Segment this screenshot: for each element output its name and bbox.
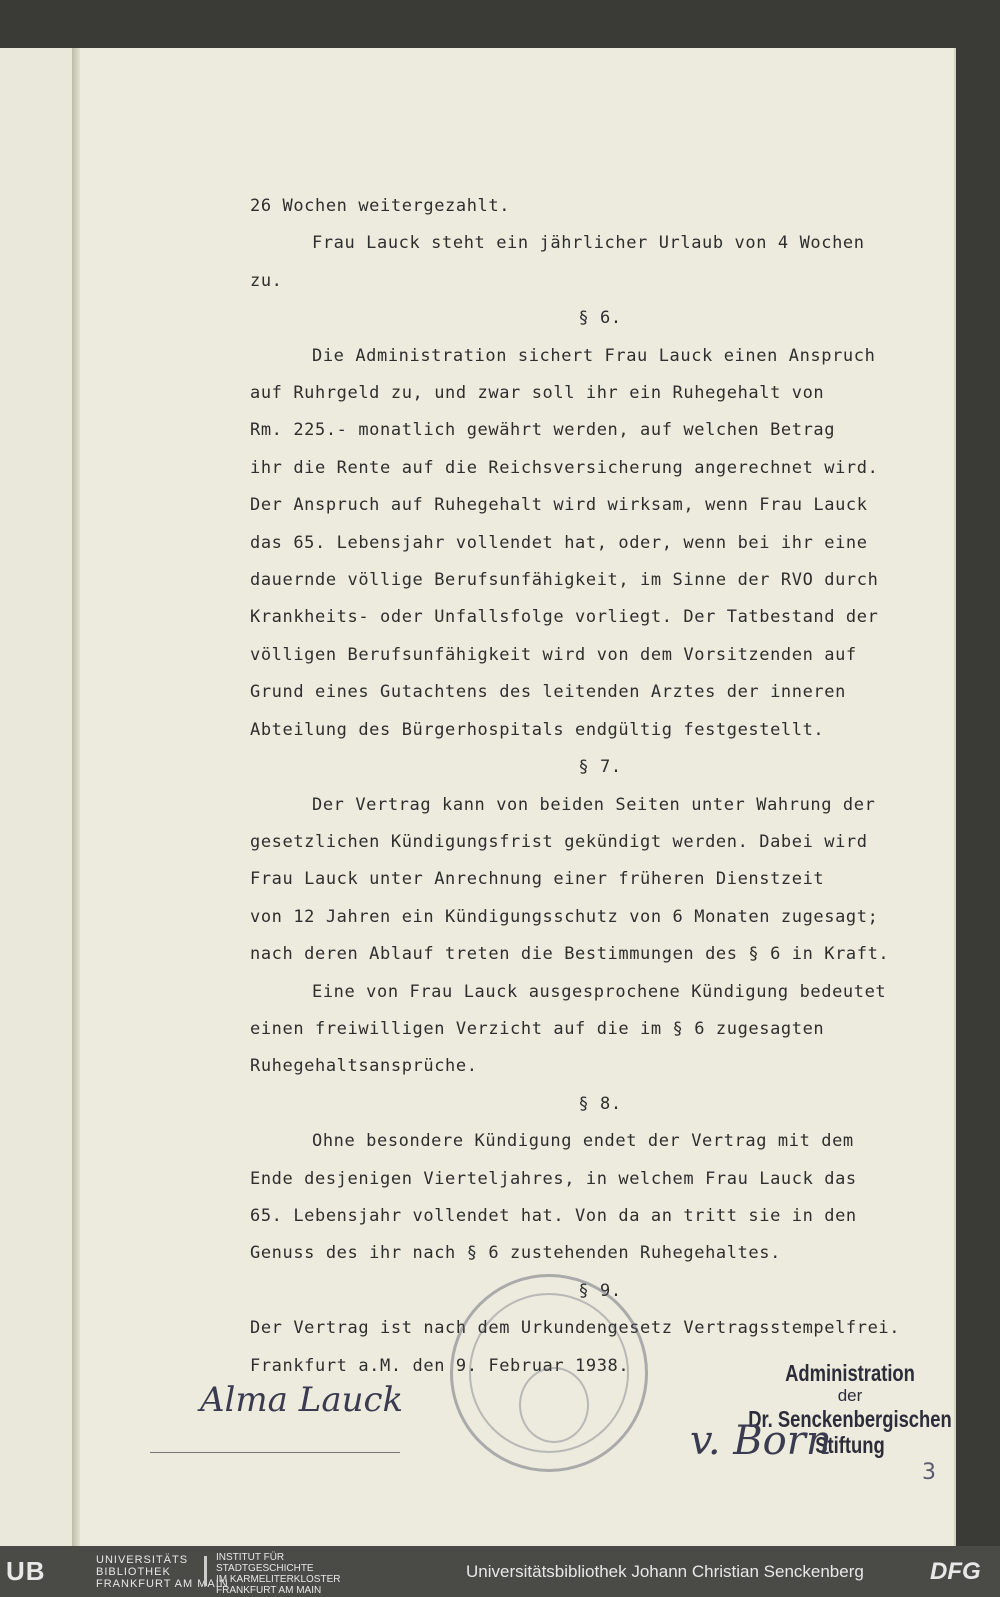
text-line: Frankfurt a.M. den 9. Februar 1938. — [250, 1355, 630, 1376]
text-line: 26 Wochen weitergezahlt. — [250, 196, 511, 216]
text-line: Eine von Frau Lauck ausgesprochene Kündigung bedeutet — [312, 981, 887, 1002]
text-line: Frau Lauck steht ein jährlicher Urlaub von 4 Wochen — [312, 233, 865, 254]
text-line: das 65. Lebensjahr vollendet hat, oder, wenn bei ihr eine — [250, 532, 868, 553]
seal-eagle-emblem — [519, 1367, 589, 1443]
ub-name-line-1: UNIVERSITÄTS — [96, 1554, 189, 1566]
text-line: Genuss des ihr nach § 6 zustehenden Ruhegehaltes. — [250, 1243, 781, 1264]
signature-administrator: v. Born — [690, 1418, 832, 1464]
text-line: Rm. 225.- monatlich gewährt werden, auf welchen Betrag — [250, 420, 836, 441]
section-heading: § 8. — [578, 1093, 622, 1114]
ub-name-line-3: FRANKFURT AM MAIN — [96, 1578, 229, 1590]
text-line: Abteilung des Bürgerhospitals endgültig festgestellt. — [250, 719, 825, 740]
institute-name[interactable] — [216, 1552, 340, 1596]
signature-alma-lauck: Alma Lauck — [200, 1380, 404, 1420]
text-line: Ende desjenigen Vierteljahres, in welchem Frau Lauck das — [250, 1168, 857, 1189]
book-gutter — [72, 48, 80, 1546]
text-line: Frau Lauck unter Anrechnung einer früheren Dienstzeit — [250, 869, 825, 890]
text-line: Der Vertrag kann von beiden Seiten unter Wahrung der — [312, 794, 876, 815]
text-line: dauernde völlige Berufsunfähigkeit, im Sinne der RVO durch — [250, 570, 879, 591]
text-line: Der Anspruch auf Ruhegehalt wird wirksam, wenn Frau Lauck — [250, 495, 868, 516]
text-line: 65. Lebensjahr vollendet hat. Von da an tritt sie in den — [250, 1205, 857, 1226]
text-line: Ohne besondere Kündigung endet der Vertrag mit dem — [312, 1131, 854, 1152]
text-line: zu. — [250, 270, 283, 291]
text-line: gesetzlichen Kündigungsfrist gekündigt werden. Dabei wird — [250, 831, 868, 852]
document-page — [80, 48, 954, 1546]
page-number: 3 — [922, 1460, 936, 1485]
section-heading: § 6. — [578, 308, 622, 329]
ub-name-line-2: BIBLIOTHEK — [96, 1566, 171, 1578]
text-line: von 12 Jahren ein Kündigungsschutz von 6 Monaten zugesagt; — [250, 906, 879, 927]
stamp-line-3: Dr. Senckenbergischen Stiftung — [748, 1405, 952, 1459]
institute-line-2: STADTGESCHICHTE — [216, 1563, 314, 1574]
library-name: Universitätsbibliothek Johann Christian Senckenberg — [466, 1562, 864, 1581]
foundation-seal — [450, 1274, 648, 1472]
text-line: nach deren Ablauf treten die Bestimmungen des § 6 in Kraft. — [250, 944, 890, 965]
text-line: ihr die Rente auf die Reichsversicherung angerechnet wird. — [250, 457, 879, 478]
ub-logo[interactable]: UB — [6, 1556, 46, 1586]
signature-line — [150, 1452, 400, 1453]
text-line: Der Vertrag ist nach dem Urkundengesetz Vertragsstempelfrei. — [250, 1318, 901, 1339]
text-line: auf Ruhrgeld zu, und zwar soll ihr ein Ruhegehalt von — [250, 383, 825, 404]
text-line: völligen Berufsunfähigkeit wird von dem Vorsitzenden auf — [250, 644, 857, 665]
text-line: Grund eines Gutachtens des leitenden Arztes der inneren — [250, 682, 846, 703]
text-line: Krankheits- oder Unfallsfolge vorliegt. Der Tatbestand der — [250, 607, 879, 628]
institute-line-3: IM KARMELITERKLOSTER — [216, 1574, 341, 1585]
text-line: Die Administration sichert Frau Lauck einen Anspruch — [312, 345, 876, 366]
text-line: einen freiwilligen Verzicht auf die im § 6 zugesagten — [250, 1018, 825, 1039]
text-line: Ruhegehaltsansprüche. — [250, 1056, 478, 1077]
left-page-edge — [0, 48, 74, 1546]
footer-bar — [0, 1546, 1000, 1597]
section-heading: § 9. — [578, 1280, 622, 1301]
stamp-line-1: Administration — [785, 1360, 915, 1386]
section-heading: § 7. — [578, 757, 622, 778]
typed-text-body — [250, 188, 950, 1385]
institute-line-1: INSTITUT FÜR — [216, 1552, 285, 1563]
stamp-line-2: der — [837, 1386, 863, 1406]
institute-line-4: FRANKFURT AM MAIN — [216, 1585, 322, 1596]
dfg-logo[interactable]: DFG — [930, 1558, 981, 1585]
